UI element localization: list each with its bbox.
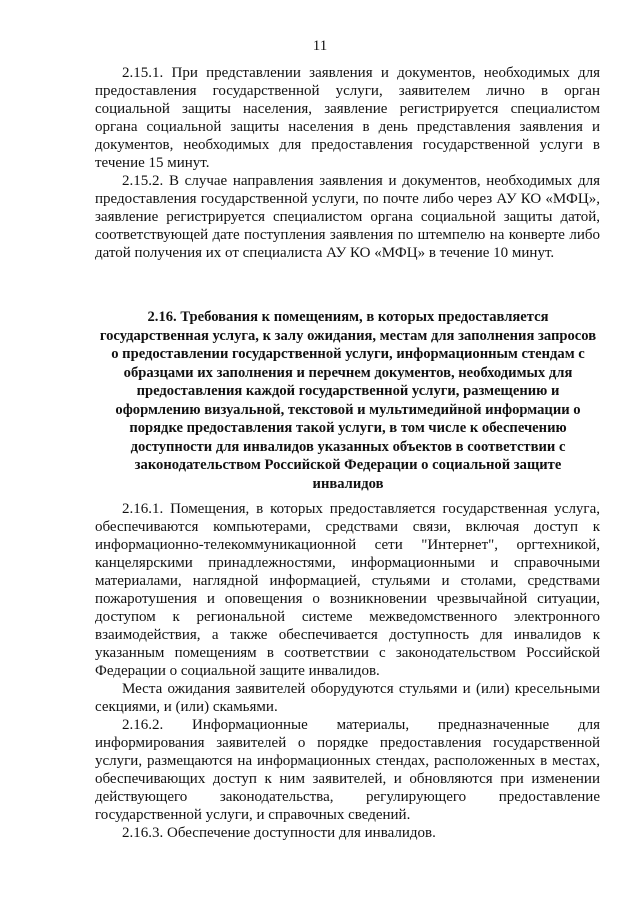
section-2-16-body (95, 500, 600, 842)
paragraph-2-16-3: 2.16.3. Обеспечение доступности для инвалидов. (122, 825, 436, 841)
section-2-16-heading: 2.16. Требования к помещениям, в которых предоставляется государственная услуга, к залу ожидания, местам для заполнения запросов о предоставлении государственной услуги, информационным стендам с образцами их заполнения и перечнем документов, необходимых для предоставления каждой государственной услуги, размещению и оформлению визуальной, текстовой и мультимедийной информации о порядке предоставления такой услуги, в том числе к обеспечению доступности для инвалидов указанных объектов в соответствии с законодательством Российской Федерации о социальной защите инвалидов (99, 309, 597, 492)
paragraph-waiting-areas: Места ожидания заявителей оборудуются стульями и (или) кресельными секциями, и (или) скамьями. (95, 681, 600, 715)
paragraph-2-15-1: 2.15.1. При представлении заявления и документов, необходимых для предоставления государственной услуги, заявителем лично в орган социальной защиты населения, заявление регистрируется специалистом органа социальной защиты населения в день представления заявления и документов, необходимых для предоставления государственной услуги в течение 15 минут. (95, 65, 600, 171)
paragraph-2-15-2: 2.15.2. В случае направления заявления и документов, необходимых для предоставления государственной услуги, по почте либо через АУ КО «МФЦ», заявление регистрируется специалистом органа социальной защиты датой, соответствующей дате поступления заявления по штемпелю на конверте либо датой получения их от специалиста АУ КО «МФЦ» в течение 10 минут. (95, 173, 600, 261)
paragraph-2-16-2: 2.16.2. Информационные материалы, предназначенные для информирования заявителей о порядке предоставления государственной услуги, размещаются на информационных стендах, расположенных в местах, обеспечивающих доступ к ним заявителей, и обновляются при изменении действующего законодательства, регулирующего предоставление государственной услуги, и справочных сведений. (95, 717, 600, 823)
section-2-15-body (95, 64, 600, 262)
paragraph-2-16-1: 2.16.1. Помещения, в которых предоставляется государственная услуга, обеспечиваются компьютерами, средствами связи, включая доступ к информационно-телекоммуникационной сети "Интернет", оргтехникой, канцелярскими принадлежностями, информационными и справочными материалами, наглядной информацией, стульями и столами, средствами пожаротушения и оповещения о возникновении чрезвычайной ситуации, доступом к региональной системе межведомственного электронного взаимодействия, а также обеспечивается доступность для инвалидов к указанным помещениям в соответствии с законодательством Российской Федерации о социальной защите инвалидов. (95, 501, 600, 679)
page-number: 11 (312, 38, 328, 54)
